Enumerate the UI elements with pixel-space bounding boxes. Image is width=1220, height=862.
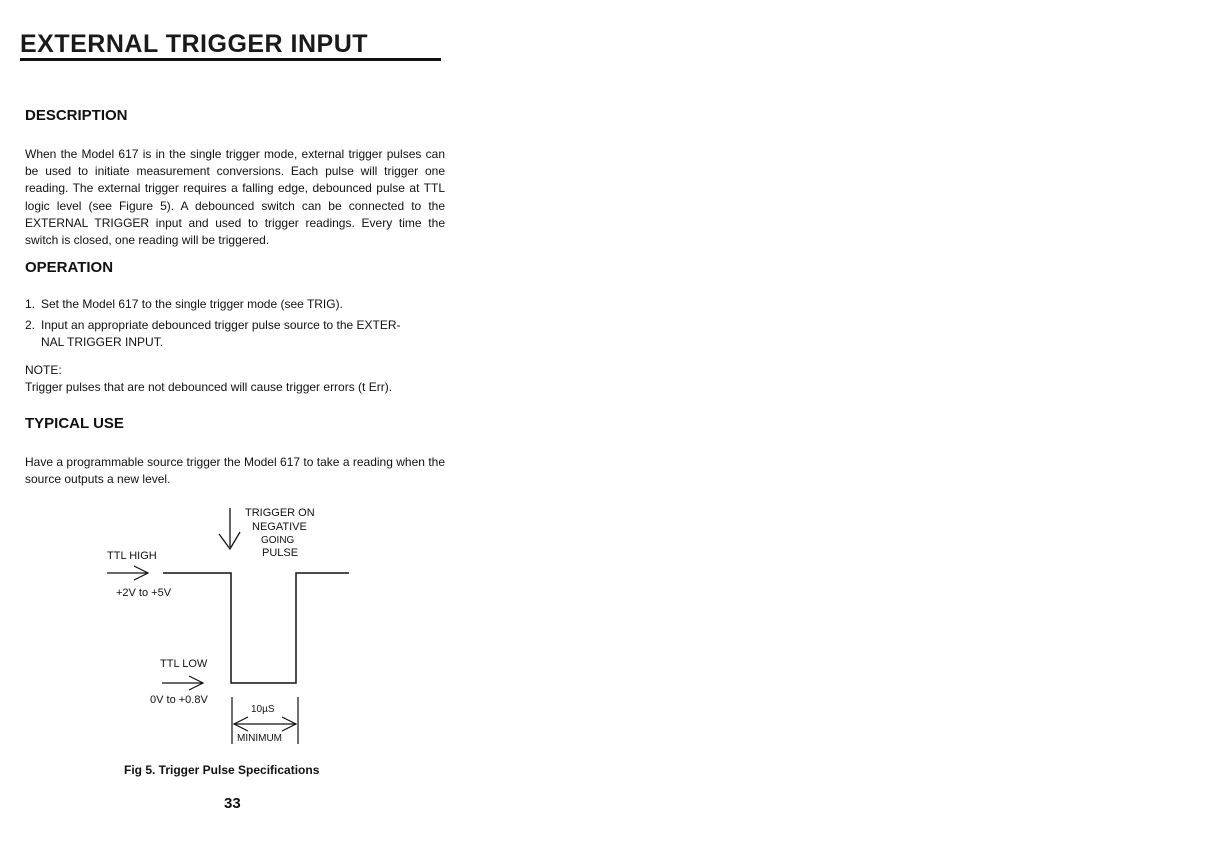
ttl-high-label: TTL HIGH <box>107 550 157 562</box>
description-heading: DESCRIPTION <box>25 107 128 124</box>
figure-caption: Fig 5. Trigger Pulse Specifications <box>124 763 320 777</box>
step-number: 1. <box>25 297 36 311</box>
trigger-label-line: PULSE <box>262 547 299 559</box>
page-number: 33 <box>224 795 241 812</box>
note-label: NOTE: <box>25 363 62 377</box>
trigger-label-line: NEGATIVE <box>252 521 307 533</box>
typical-use-text: Have a programmable source trigger the Model 617 to take a reading when the source outputs a new level. <box>25 455 445 487</box>
typical-use-heading: TYPICAL USE <box>25 415 124 432</box>
operation-heading: OPERATION <box>25 259 114 276</box>
step-number: 2. <box>25 318 36 332</box>
page-title: EXTERNAL TRIGGER INPUT <box>20 30 369 58</box>
ttl-high-range: +2V to +5V <box>116 587 172 599</box>
trigger-label-line: GOING <box>261 535 295 546</box>
step-text: Input an appropriate debounced trigger pulse source to the EXTER- <box>41 318 401 332</box>
description-text: When the Model 617 is in the single trigger mode, external trigger pulses can be used to initiate measurement conversions. Each pulse will trigger one reading. The external trigger requires a falling edge, debounced pulse at TTL logic level (see Figure 5). A debounced switch can be connected to the EXTERNAL TRIGGER input and used to trigger readings. Every time the switch is closed, one reading will be triggered. <box>25 147 445 248</box>
ttl-low-range: 0V to +0.8V <box>150 694 208 706</box>
step-text: Set the Model 617 to the single trigger mode (see TRIG). <box>41 297 343 311</box>
note-text: Trigger pulses that are not debounced will cause trigger errors (t Err). <box>25 380 393 394</box>
ttl-low-label: TTL LOW <box>160 658 208 670</box>
pulse-width-label: 10µS <box>251 704 275 715</box>
step-continuation: NAL TRIGGER INPUT. <box>41 335 164 349</box>
pulse-width-note: MINIMUM <box>237 733 282 744</box>
trigger-label-line: TRIGGER ON <box>245 507 315 519</box>
